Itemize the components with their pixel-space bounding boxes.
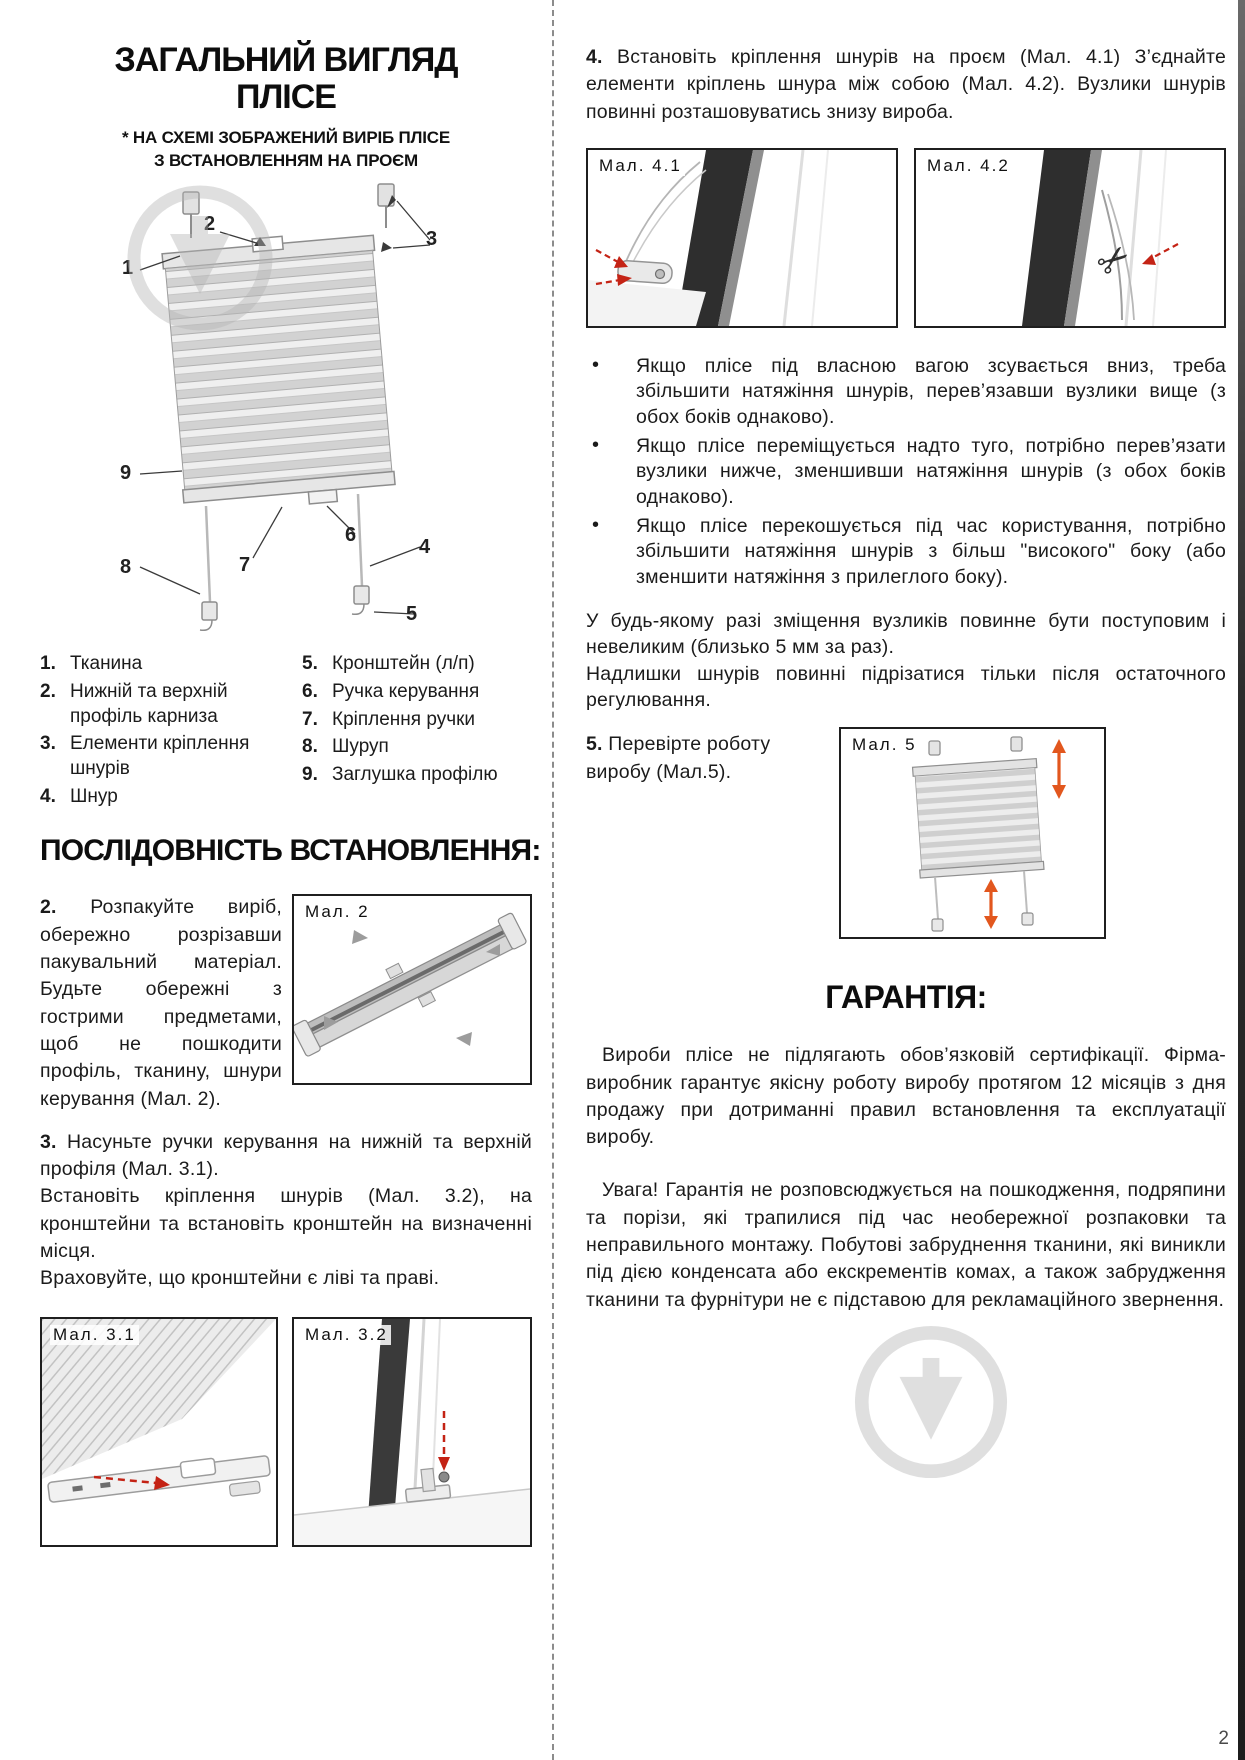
figure-4-1 [586, 148, 898, 328]
bullet-text-3: Якщо плісе перекошується під час користування, потрібно збільшити натяжіння шнурів з більш "високого" боку (або зменшити натяжіння з прилеглого боку). [636, 514, 1226, 588]
figure-5 [839, 727, 1106, 939]
bullet-text-2: Якщо плісе переміщується надто туго, потрібно перев’язати вузлики нижче, зменшивши натяжіння шнурів (з обох боків однаково). [636, 434, 1226, 508]
legend-item-1 [40, 652, 302, 677]
figure-3-1-illustration-profile-handle [42, 1319, 276, 1545]
legend-label: Елементи кріплення шнурів [70, 733, 250, 780]
warranty-paragraph-1: Вироби плісе не підлягають обов’язковій сертифікації. Фірма-виробник гарантує якісну роботу виробу протягом 12 місяців з дня продажу при дотриманні правил встановлення та експлуатації виробу. [586, 1044, 1226, 1149]
legend-num: 2. [40, 681, 56, 702]
legend-label: Нижній та верхній профіль карниза [70, 681, 228, 727]
figure-4-2-illustration-cord-trimming [916, 150, 1224, 326]
left-column [40, 41, 541, 1547]
step-5-text [586, 731, 828, 786]
page-subtitle [40, 127, 532, 172]
figures-3-row [40, 1317, 532, 1547]
step-4-number: 4. [586, 46, 603, 68]
page-edge-shadow [1238, 0, 1245, 1760]
watermark-logo-bottom [845, 1316, 1017, 1488]
figure-3-2-illustration-bracket-screw [294, 1319, 530, 1545]
legend-item-7 [302, 708, 532, 733]
legend-item-8 [302, 735, 532, 760]
step-2-text [40, 894, 282, 1112]
figure-3-1-label: Мал. 3.1 [50, 1325, 139, 1345]
figure-2 [292, 894, 532, 1085]
diagram-legend [40, 652, 532, 812]
legend-item-3 [40, 732, 302, 781]
blinds-diagram-art [40, 174, 532, 644]
step-2-number: 2. [40, 896, 57, 919]
figure-3-1 [40, 1317, 278, 1547]
step-5-body: Перевірте роботу виробу (Мал.5). [586, 733, 771, 783]
step-3-body-1: Насуньте ручки керування на нижній та верхній профіля (Мал. 3.1). [40, 1130, 532, 1181]
bullet-marker: • [592, 433, 600, 456]
step-3-text-2: Встановіть кріплення шнурів (Мал. 3.2), на кронштейни та встановіть кронштейн на визначенні місця. [40, 1185, 532, 1262]
bullet-marker: • [592, 513, 600, 536]
figure-2-illustration-packed-blind [294, 896, 530, 1083]
bullet-text-1: Якщо плісе під власною вагою зсувається вниз, треба збільшити натяжіння шнурів, перев’язавши вузлики вище (з обох боків однаково). [636, 354, 1226, 428]
legend-item-9 [302, 763, 532, 788]
step-4-text [586, 44, 1226, 126]
warranty-heading: ГАРАНТІЯ: [825, 979, 987, 1016]
callout-label-7: 7 [239, 554, 251, 577]
figure-3-2 [292, 1317, 532, 1547]
figure-4-1-illustration-cord-fixing [588, 150, 896, 326]
page-title [40, 42, 532, 115]
callout-label-1: 1 [122, 257, 134, 280]
warranty-paragraph-2: Увага! Гарантія не розповсюджується на пошкодження, подряпини та порізи, які трапилися під час необережної розпаковки та неправильного монтажу. Побутові забруднення тканини, які виникли під дією конденсата або екскрементів комах, а також забрудження тканини та фурнітури не є підставою для рекламаційного звернення. [586, 1179, 1226, 1311]
legend-num: 7. [302, 708, 318, 730]
bullet-item-3 [586, 514, 1226, 590]
legend-num: 3. [40, 733, 56, 755]
adjustment-notes [586, 608, 1226, 713]
figure-5-label: Мал. 5 [849, 735, 920, 755]
bullet-item-2 [586, 434, 1226, 510]
legend-num: 8. [302, 736, 318, 758]
page-title-line1: ЗАГАЛЬНИЙ ВИГЛЯД [114, 41, 458, 79]
callout-label-3: 3 [426, 228, 438, 251]
column-divider [552, 0, 554, 1760]
blinds-diagram [40, 174, 532, 644]
legend-label: Шнур [70, 785, 118, 807]
step-3-text-3: Враховуйте, що кронштейни є ліві та праві. [40, 1267, 440, 1290]
legend-num: 9. [302, 764, 318, 786]
callout-label-8: 8 [120, 556, 132, 579]
step-5-block [586, 727, 1226, 945]
bullet-marker: • [592, 353, 600, 376]
step-2-body: Розпакуйте виріб, обережно розрізавши пакувальний матеріал. Будьте обережні з гострими предметами, щоб не пошкодити профіль, тканину, шнури керування (Мал. 2). [40, 896, 283, 1110]
step-3-text-1 [40, 1129, 532, 1184]
page-subtitle-line1: * НА СХЕМІ ЗОБРАЖЕНИЙ ВИРІБ ПЛІСЕ [121, 128, 451, 148]
figure-4-2 [914, 148, 1226, 328]
bullet-item-1 [586, 354, 1226, 430]
legend-label: Кронштейн (л/п) [332, 653, 475, 675]
figure-4-1-label: Мал. 4.1 [596, 156, 685, 176]
note-line-1: У будь-якому разі зміщення вузликів повинне бути поступовим і невеликим (близько 5 мм за раз). [586, 609, 1226, 659]
step-3-block [40, 1129, 532, 1293]
step-3-number: 3. [40, 1130, 57, 1153]
page-title-line2: ПЛІСЕ [236, 77, 336, 116]
step-2-block [40, 894, 532, 1112]
figure-4-2-label: Мал. 4.2 [924, 156, 1013, 176]
note-line-2: Надлишки шнурів повинні підрізатися тільки після остаточного регулювання. [586, 662, 1226, 711]
adjustment-bullets [586, 354, 1226, 590]
legend-label: Заглушка профілю [332, 764, 498, 786]
callout-label-2: 2 [204, 213, 216, 236]
figure-5-illustration-operation-check [841, 729, 1104, 937]
legend-item-5 [302, 652, 532, 677]
page-subtitle-line2: З ВСТАНОВЛЕННЯМ НА ПРОЄМ [153, 150, 418, 170]
callout-label-5: 5 [406, 603, 418, 626]
legend-label: Тканина [70, 653, 143, 675]
callout-label-4: 4 [419, 536, 431, 559]
callout-label-6: 6 [345, 524, 357, 547]
callout-label-9: 9 [120, 462, 132, 485]
legend-label: Ручка керування [332, 681, 480, 702]
page-number: 2 [1218, 1728, 1229, 1749]
legend-item-6 [302, 680, 532, 705]
legend-item-2 [40, 680, 302, 729]
figure-2-label: Мал. 2 [302, 902, 373, 922]
figures-4-row [586, 148, 1226, 328]
legend-label: Кріплення ручки [332, 708, 476, 730]
legend-num: 4. [40, 785, 56, 807]
legend-num: 5. [302, 653, 318, 675]
scissors-icon: ✂ [1088, 234, 1140, 288]
sequence-heading: ПОСЛІДОВНІСТЬ ВСТАНОВЛЕННЯ: [40, 834, 541, 868]
legend-column-right [302, 652, 532, 812]
legend-label: Шуруп [332, 736, 389, 758]
legend-num: 6. [302, 681, 318, 702]
step-5-number: 5. [586, 733, 603, 756]
legend-item-4 [40, 785, 302, 810]
figure-3-2-label: Мал. 3.2 [302, 1325, 391, 1345]
step-4-body: Встановіть кріплення шнурів на проєм (Мал. 4.1) З’єднайте елементи кріплень шнура між собою (Мал. 4.2). Вузлики шнурів повинні розташовуватись знизу вироба. [586, 46, 1226, 123]
legend-num: 1. [40, 653, 56, 675]
legend-column-left [40, 652, 302, 812]
right-column [586, 44, 1226, 1314]
